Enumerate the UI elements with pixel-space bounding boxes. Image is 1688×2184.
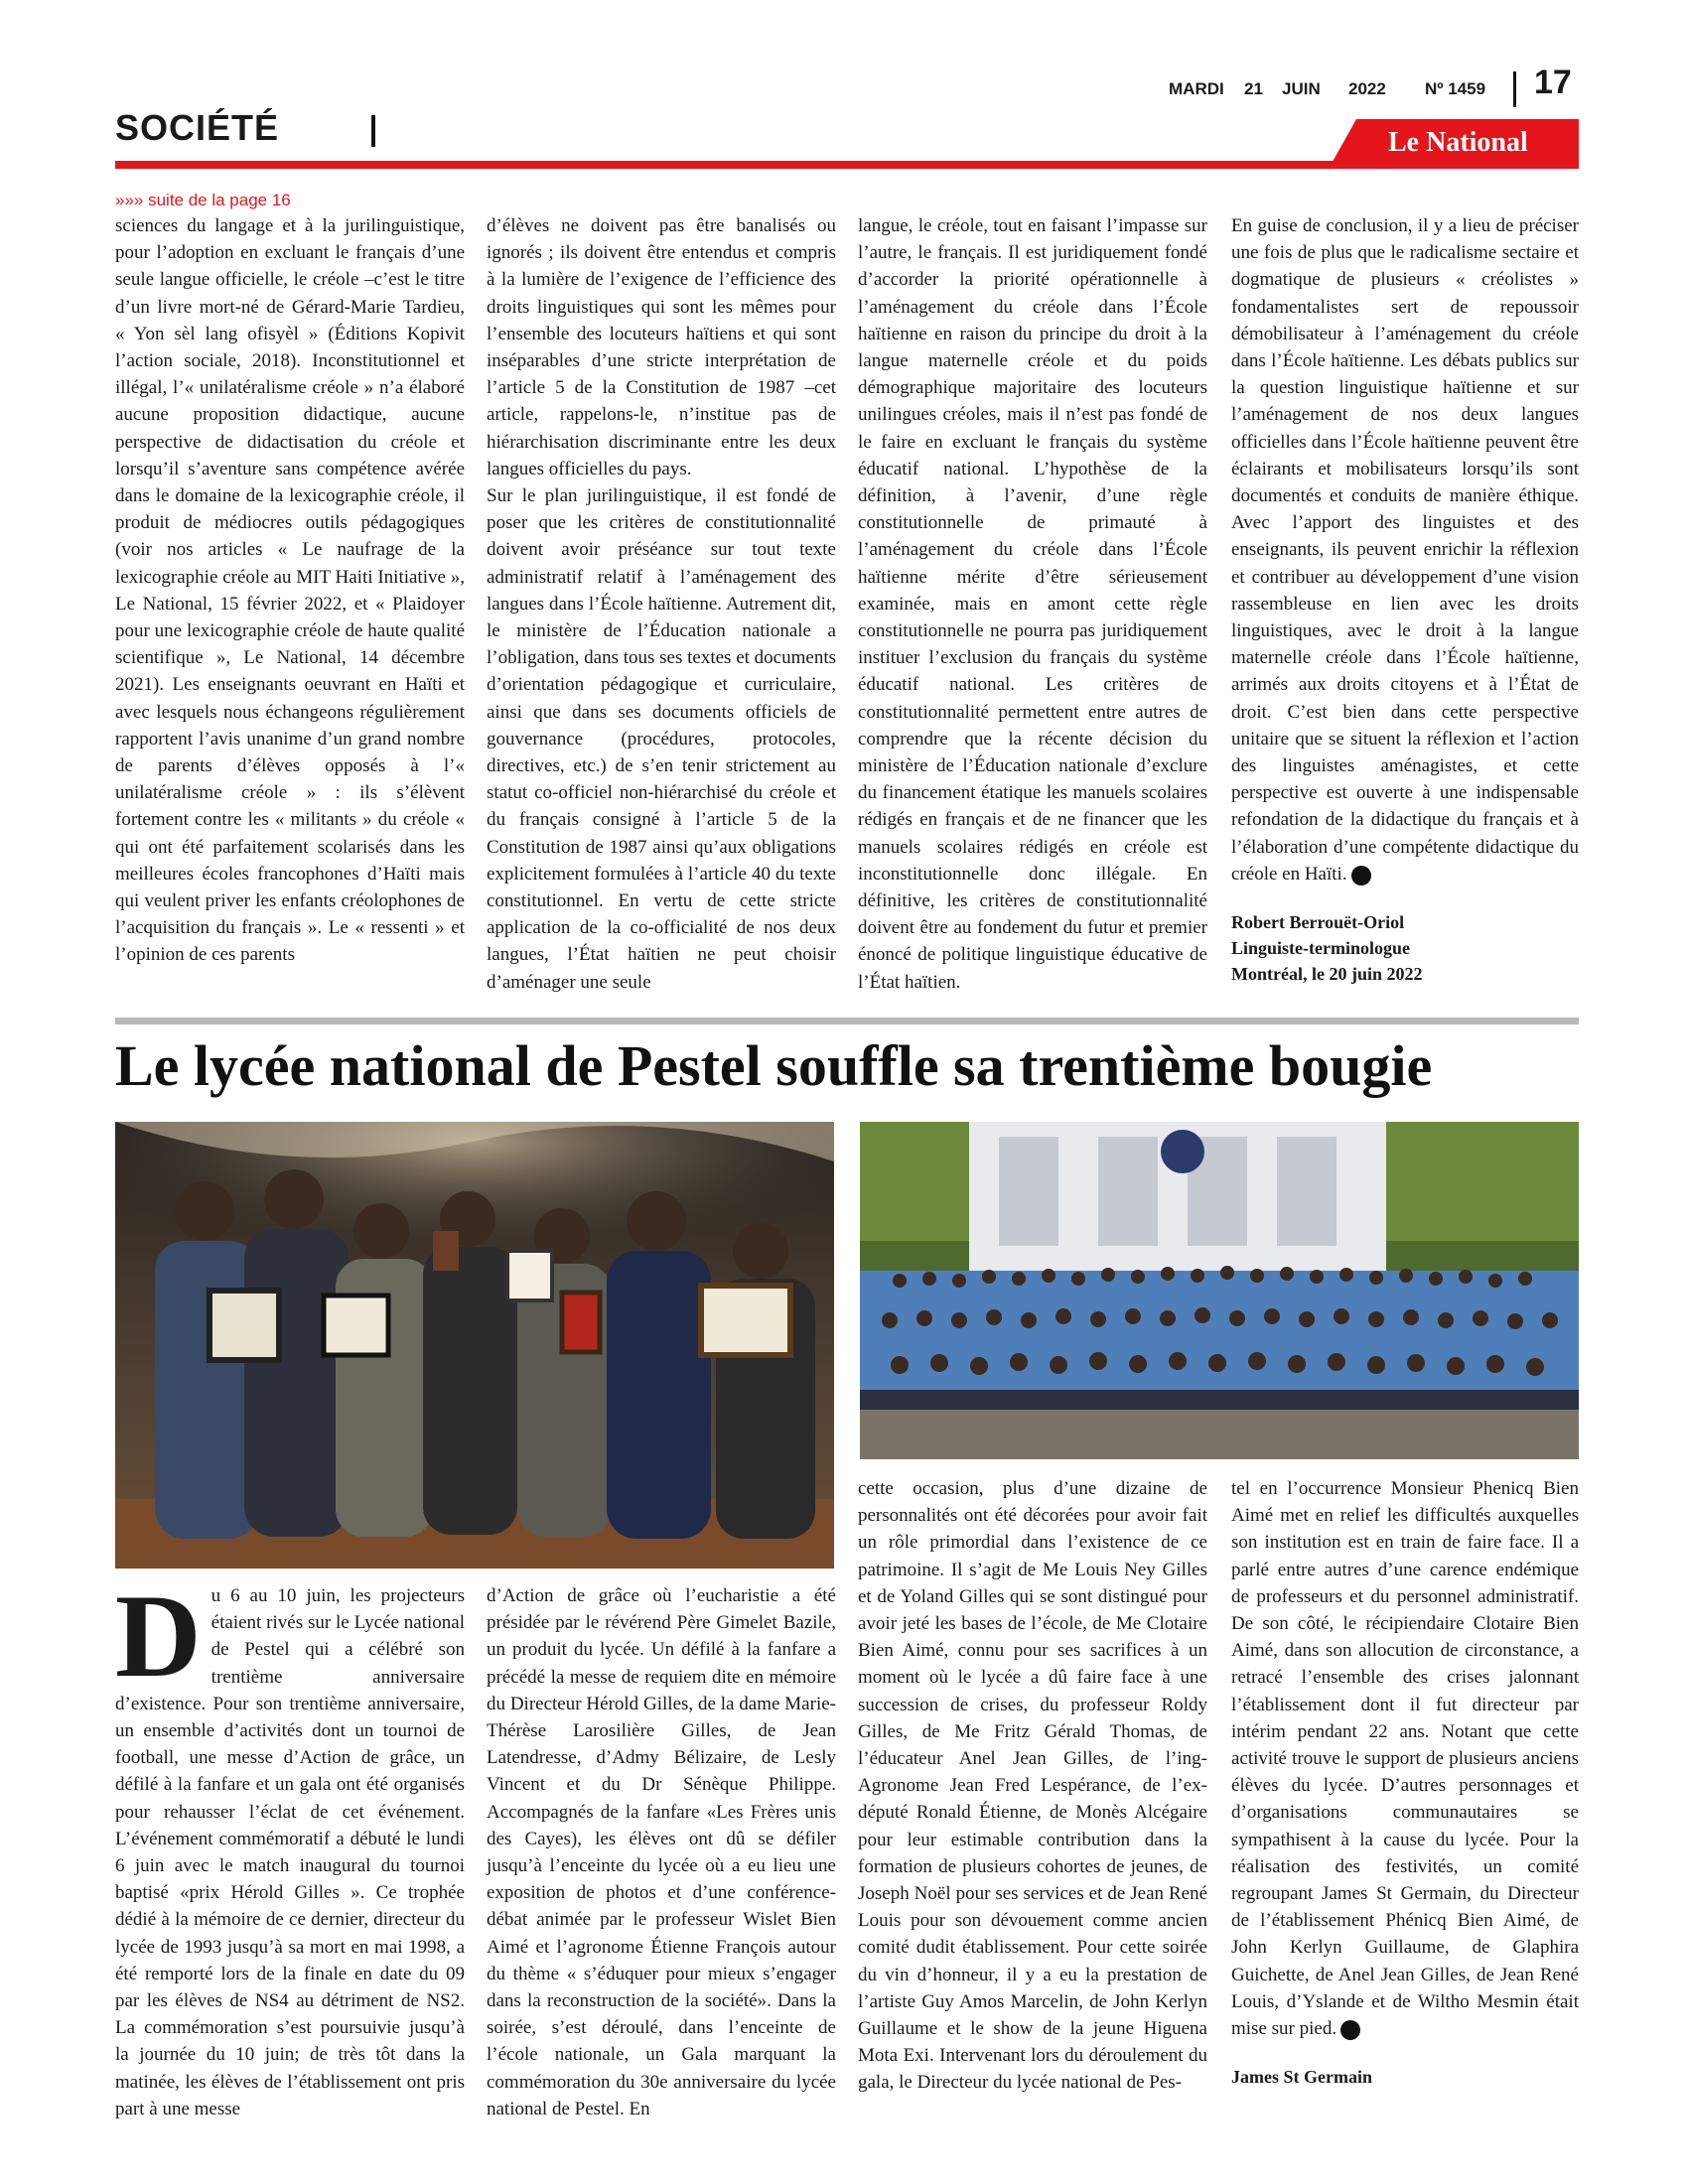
article1-author-title: Linguiste-terminologue xyxy=(1231,938,1410,959)
section-divider xyxy=(371,115,375,147)
article2-column-4 xyxy=(1231,1475,1579,2090)
article1-col4-text: En guise de conclusion, il y a lieu de préciser une fois de plus que le radicalisme sectaire et dogmatique de plusieurs « créolistes » fondamentalistes sert de repoussoir démobilisateur à l’aménagement du créole dans l’École haïtienne. Les débats publics sur la question linguistique haïtienne et sur l’aménagement de nos deux langues officielles dans l’École haïtienne peuvent être éclairants et mobilisateurs lorsqu’ils sont documentés et conduits de manière éthique. Avec l’apport des linguistes et des enseignants, ils peuvent enrichir la réflexion et contribuer au développement d’une vision rassembleuse en lien avec les droits linguistiques, avec le droit à la langue maternelle créole dans l’École haïtienne, arrimés aux droits citoyens et à l’État de droit. C’est bien dans cette perspective unitaire que se situent la réflexion et l’action des linguistes aménagistes, et cette perspective est ouverte à une indispensable refondation de la didactique du français et à l’élaboration d’une compétente didactique du créole en Haïti. xyxy=(1231,215,1579,885)
article2-column-1 xyxy=(115,1570,465,2122)
article2-headline: Le lycée national de Pestel souffle sa trentième bougie xyxy=(115,1033,1433,1098)
issue-number: Nº 1459 xyxy=(1425,79,1486,98)
article2-author: James St Germain xyxy=(1231,2067,1372,2088)
header-month: JUIN xyxy=(1282,79,1321,98)
article2-dropcap: D xyxy=(115,1570,202,1702)
header-red-rule xyxy=(115,161,1579,169)
article1-column-1 xyxy=(115,212,465,969)
article2-col1-text: u 6 au 10 juin, les projecteurs étaient rivés sur le Lycée national de Pestel qui a célébré son trentième anniversaire d’existence. Pour son trentième anniversaire, un ensemble d’activités dont un tournoi de football, une messe d’Action de grâce, un défilé à la fanfare et un gala ont été organisés pour rehausser l’éclat de cet événement. L’événement commémoratif a débuté le lundi 6 juin avec le match inaugural du tournoi baptisé «prix Hérold Gilles ». Ce trophée dédié à la mémoire de ce dernier, directeur du lycée de 1993 jusqu’à sa mort en mai 1998, a été remporté lors de la finale en date du 09 par les élèves de NS4 au détriment de NS2. La commémoration s’est poursuivie jusqu’à la journée du 10 juin; de très tôt dans la matinée, les élèves de l’établissement ont pris part à une messe xyxy=(115,1585,465,2119)
article2-col4-text: tel en l’occurrence Monsieur Phenicq Bien Aimé met en relief les difficultés auxquelles son institution est en train de faire face. Il a parlé entre autres d’une carence endémique de professeurs et du personnel administratif. De son côté, le récipiendaire Clotaire Bien Aimé, dans son allocution de circonstance, a retracé l’ensemble des crises jalonnant l’établissement dont il fut directeur par intérim pendant 22 ans. Notant que cette activité trouve le support de plusieurs anciens élèves du lycée. D’autres personnages et d’organisations communautaires se sympathisent à la cause du lycée. Pour la réalisation des festivités, un comité regroupant James St Germain, du Directeur de l’établissement Phénicq Bien Aimé, de John Kerlyn Guillaume, de Glaphira Guichette, de Anel Jean Gilles, de Jean René Louis, d’Yslande et de Wiltho Mesmin était mise sur pied. xyxy=(1231,1478,1579,2040)
continued-from-label: »»» suite de la page 16 xyxy=(115,191,291,209)
award-ceremony-illustration xyxy=(115,1122,834,1569)
page-number-divider xyxy=(1513,71,1516,107)
article1-author: Robert Berrouët-Oriol xyxy=(1231,912,1405,933)
article1-col2-paragraph-2: Sur le plan jurilinguistique, il est fondé de poser que les critères de constitutionnalité doivent avoir préséance sur tout texte administratif relatif à l’aménagement des langues dans l’École haïtienne. Autrement dit, le ministère de l’Éducation nationale a l’obligation, dans tous ses textes et documents d’orientation pédagogique et curriculaire, ainsi que dans ses documents officiels de gouvernance (procédures, protocoles, directives, etc.) de s’en tenir strictement au statut co-officiel non-hiérarchisé du créole et du français consigné à l’article 5 de la Constitution de 1987 ainsi qu’aux obligations explicitement formulées à l’article 40 du texte constitutionnel. En vertu de cette stricte application de la co-officialité de nos deux langues, l’État haïtien ne peut choisir d’aménager une seule xyxy=(487,485,836,993)
brand-name: Le National xyxy=(1388,127,1528,158)
article2-column-2 xyxy=(487,1582,836,2122)
article2-col3-text: cette occasion, plus d’une dizaine de personnalités ont été décorées pour avoir fait un rôle primordial dans l’existence de ce patrimoine. Il s’agit de Me Louis Ney Gilles et de Yoland Gilles qui se sont distingué pour avoir jeté les bases de l’école, de Me Clotaire Bien Aimé, connu pour ses sacrifices à un moment où le lycée a dû faire face à une succession de crises, du professeur Roldy Gilles, de Me Fritz Gérald Thomas, de l’éducateur Anel Jean Gilles, de l’ing-Agronome Jean Fred Lespérance, de l’ex-député Ronald Étienne, de Monès Alcégaire pour leur estimable contribution dans la formation de plusieurs cohortes de jeunes, de Joseph Noël pour ses services et de Jean René Louis pour son dévouement comme ancien comité dudit établissement. Pour cette soirée du vin d’honneur, il y a eu la prestation de l’artiste Guy Amos Marcelin, de John Kerlyn Guillaume et le show de la jeune Higuena Mota Exi. Intervenant lors du déroulement du gala, le Directeur du lycée national de Pes- xyxy=(858,1478,1207,2094)
article1-col1-text: sciences du langage et à la jurilinguistique, pour l’adoption en excluant le français d’une seule langue officielle, le créole –c’est le titre d’un livre mort-né de Gérard-Marie Tardieu, « Yon sèl lang ofisyèl » (Éditions Kopivit l’action sociale, 2018). Inconstitutionnel et illégal, l’« unilatéralisme créole » n’a élaboré aucune proposition didactique, aucune perspective de didactisation du créole et lorsqu’il s’aventure sans compétence avérée dans le domaine de la lexicographie créole, il produit de médiocres outils pédagogiques (voir nos articles « Le naufrage de la lexicographie créole au MIT Haiti Initiative », Le National, 15 février 2022, et « Plaidoyer pour une lexicographie créole de haute qualité scientifique », Le National, 14 décembre 2021). Les enseignants oeuvrant en Haïti et avec lesquels nous échangeons régulièrement rapportent l’avis unanime d’un grand nombre de parents d’élèves opposés à l’« unilatéralisme créole » : ils s’élèvent fortement contre les « militants » du créole « qui ont été parfaitement scolarisés dans les meilleures écoles francophones d’Haïti mais qui veulent priver les enfants créolophones de l’acquisition du français ». Le « ressenti » et l’opinion de ces parents xyxy=(115,215,465,966)
section-title: SOCIÉTÉ xyxy=(115,107,280,148)
article2-column-3 xyxy=(858,1475,1207,2097)
article1-col2-paragraph-1: d’élèves ne doivent pas être banalisés ou ignorés ; ils doivent être entendus et compris à la lumière de l’exigence de l’efficience des droits linguistiques qui sont les mêmes pour l’ensemble des locuteurs haïtiens et qui sont inséparables d’une stricte interprétation de l’article 5 de la Constitution de 1987 –cet article, rappelons-le, n’institue pas de hiérarchisation discriminante entre les deux langues officielles du pays. xyxy=(487,215,836,479)
group-photo xyxy=(860,1122,1579,1459)
article1-column-4 xyxy=(1231,212,1579,987)
header-day: MARDI xyxy=(1169,79,1224,98)
group-photo-illustration xyxy=(860,1122,1579,1459)
article1-column-3 xyxy=(858,212,1207,996)
article-separator xyxy=(115,1018,1579,1024)
award-ceremony-photo xyxy=(115,1122,834,1569)
header-year: 2022 xyxy=(1348,79,1386,98)
end-of-article-mark xyxy=(1351,866,1371,886)
article1-col3-text: langue, le créole, tout en faisant l’impasse sur l’autre, le français. Il est juridiquement fondé d’accorder la priorité opérationnelle à l’aménagement du créole dans l’École haïtienne en raison du principe du droit à la langue maternelle créole et du poids démographique majoritaire des locuteurs unilingues créoles, mais il n’est pas fondé de le faire en excluant le français du système éducatif national. L’hypothèse de la définition, à l’avenir, d’une règle constitutionnelle de primauté à l’aménagement du créole dans l’École haïtienne mérite d’être sérieusement examinée, mais en amont cette règle constitutionnelle ne pourra pas juridiquement instituer l’exclusion du français du système éducatif national. Les critères de constitutionnalité permettent entre autres de comprendre que la récente décision du ministère de l’Éducation nationale d’exclure du financement étatique les manuels scolaires rédigés en français et de ne financer que les manuels scolaires rédigés en créole est inconstitutionnelle donc illégale. En définitive, les critères de constitutionnalité doivent être au fondement du futur et premier énoncé de politique linguistique éducative de l’État haïtien. xyxy=(858,215,1207,993)
article1-author-place-date: Montréal, le 20 juin 2022 xyxy=(1231,964,1423,985)
header-date-number: 21 xyxy=(1244,79,1263,98)
article1-column-2 xyxy=(487,212,836,996)
end-of-article-mark xyxy=(1340,2020,1360,2040)
article2-col2-text: d’Action de grâce où l’eucharistie a été présidée par le révérend Père Gimelet Bazile, un produit du lycée. Un défilé à la fanfare a précédé la messe de requiem dite en mémoire du Directeur Hérold Gilles, de la dame Marie-Thérèse Larosilière Gilles, de Jean Latendresse, d’Admy Bélizaire, de Lesly Vincent et du Dr Sénèque Philippe. Accompagnés de la fanfare «Les Frères unis des Cayes), les élèves ont dû se défiler jusqu’à l’enceinte du lycée où a eu lieu une exposition de photos et d’une conférence-débat animée par le professeur Wislet Bien Aimé et l’agronome Étienne François autour du thème « s’éduquer pour mieux s’engager dans la reconstruction de la société». Dans la soirée, s’est déroulé, dans l’enceinte de l’école nationale, un Gala marquant la commémoration du 30e anniversaire du lycée national de Pestel. En xyxy=(487,1585,836,2119)
page-number: 17 xyxy=(1534,64,1572,101)
